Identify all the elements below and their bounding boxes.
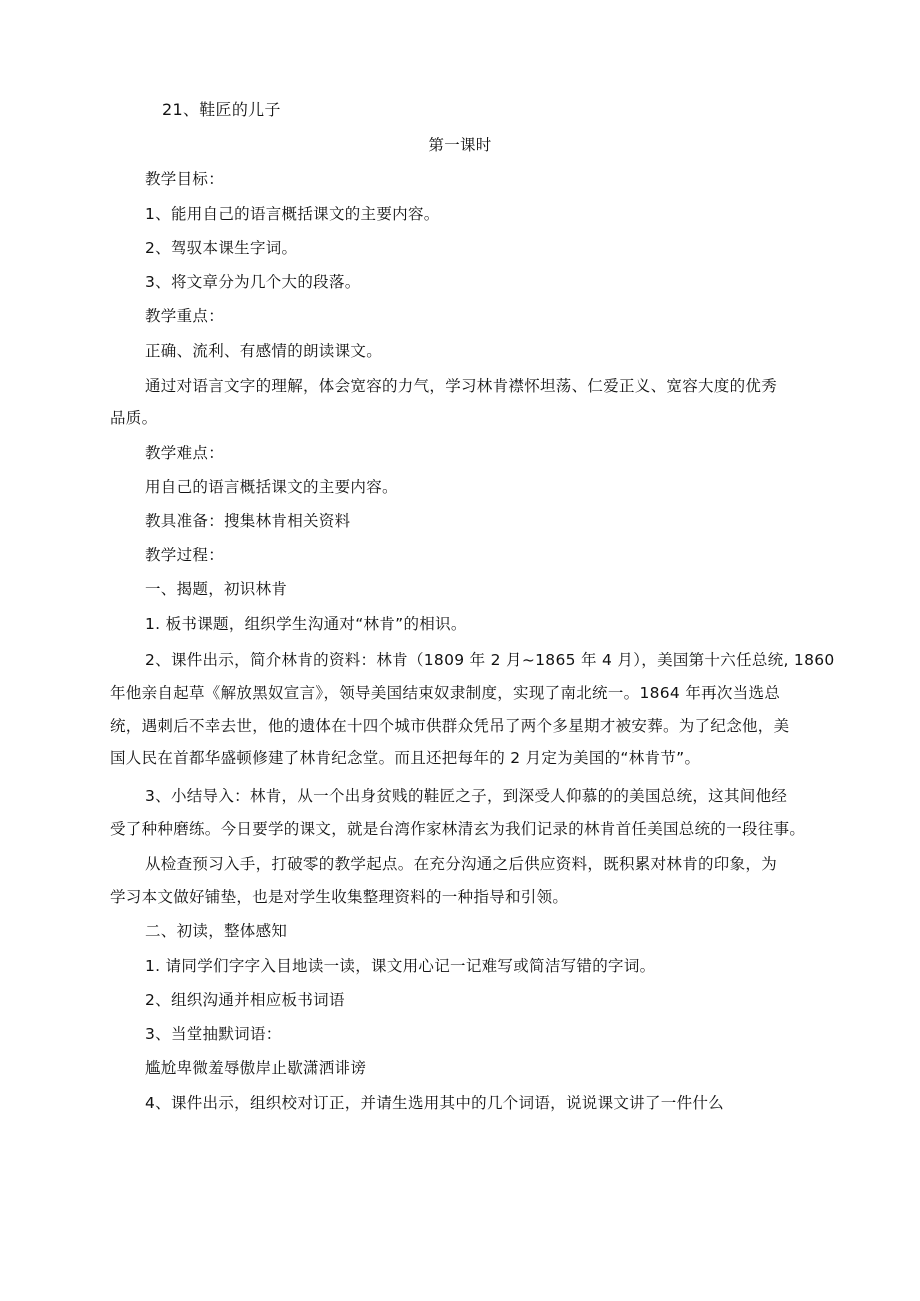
text-line: 二、初读，整体感知	[145, 922, 288, 940]
text-line: 通过对语言文字的理解，体会宽容的力气，学习林肯襟怀坦荡、仁爱正义、宽容大度的优秀	[145, 377, 778, 395]
lesson-heading: 第一课时	[428, 136, 492, 154]
text-line: 国人民在首都华盛顿修建了林肯纪念堂。而且还把每年的 2 月定为美国的“林肯节”。	[110, 749, 701, 767]
text-line: 从检查预习入手，打破零的教学起点。在充分沟通之后供应资料，既积累对林肯的印象，为	[145, 855, 778, 873]
text-line: 用自己的语言概括课文的主要内容。	[145, 478, 398, 496]
text-line: 3、小结导入：林肯，从一个出身贫贱的鞋匠之子，到深受人仰慕的的美国总统，这其间他经	[145, 787, 788, 805]
document-title: 21、鞋匠的儿子	[162, 100, 281, 119]
text-line: 2、课件出示，简介林肯的资料：林肯（1809 年 2 月~1865 年 4 月），美国第十六任总统, 1860	[145, 651, 835, 669]
text-line: 1、能用自己的语言概括课文的主要内容。	[145, 205, 440, 223]
text-line: 正确、流利、有感情的朗读课文。	[145, 342, 383, 360]
text-line: 年他亲自起草《解放黑奴宣言》，领导美国结束奴隶制度，实现了南北统一。1864 年再次当选总	[110, 684, 781, 702]
text-line: 4、课件出示，组织校对订正，并请生选用其中的几个词语，说说课文讲了一件什么	[145, 1094, 724, 1112]
text-line: 统，遇刺后不幸去世，他的遗体在十四个城市供群众凭吊了两个多星期才被安葬。为了纪念他，美	[110, 717, 790, 735]
text-line: 教学难点：	[145, 444, 225, 462]
text-line: 学习本文做好铺垫，也是对学生收集整理资料的一种指导和引领。	[110, 888, 569, 906]
text-line: 2、组织沟通并相应板书词语	[145, 991, 345, 1009]
text-line: 一、揭题，初识林肯	[145, 580, 288, 598]
text-line: 教具准备：搜集林肯相关资料	[145, 512, 351, 530]
text-line: 3、当堂抽默词语：	[145, 1025, 282, 1043]
text-line: 教学过程：	[145, 546, 225, 564]
text-line: 1. 板书课题，组织学生沟通对“林肯”的相识。	[145, 615, 467, 633]
text-line: 教学目标：	[145, 170, 225, 188]
text-line: 教学重点：	[145, 307, 225, 325]
text-line: 2、驾驭本课生字词。	[145, 239, 298, 257]
text-line: 1. 请同学们字字入目地读一读，课文用心记一记难写或简洁写错的字词。	[145, 957, 656, 975]
text-line: 尴尬卑微羞辱傲岸止歇潇洒诽谤	[145, 1059, 367, 1077]
text-line: 品质。	[110, 409, 158, 427]
text-line: 受了种种磨练。今日要学的课文，就是台湾作家林清玄为我们记录的林肯首任美国总统的一段往事。	[110, 820, 806, 838]
text-line: 3、将文章分为几个大的段落。	[145, 273, 361, 291]
